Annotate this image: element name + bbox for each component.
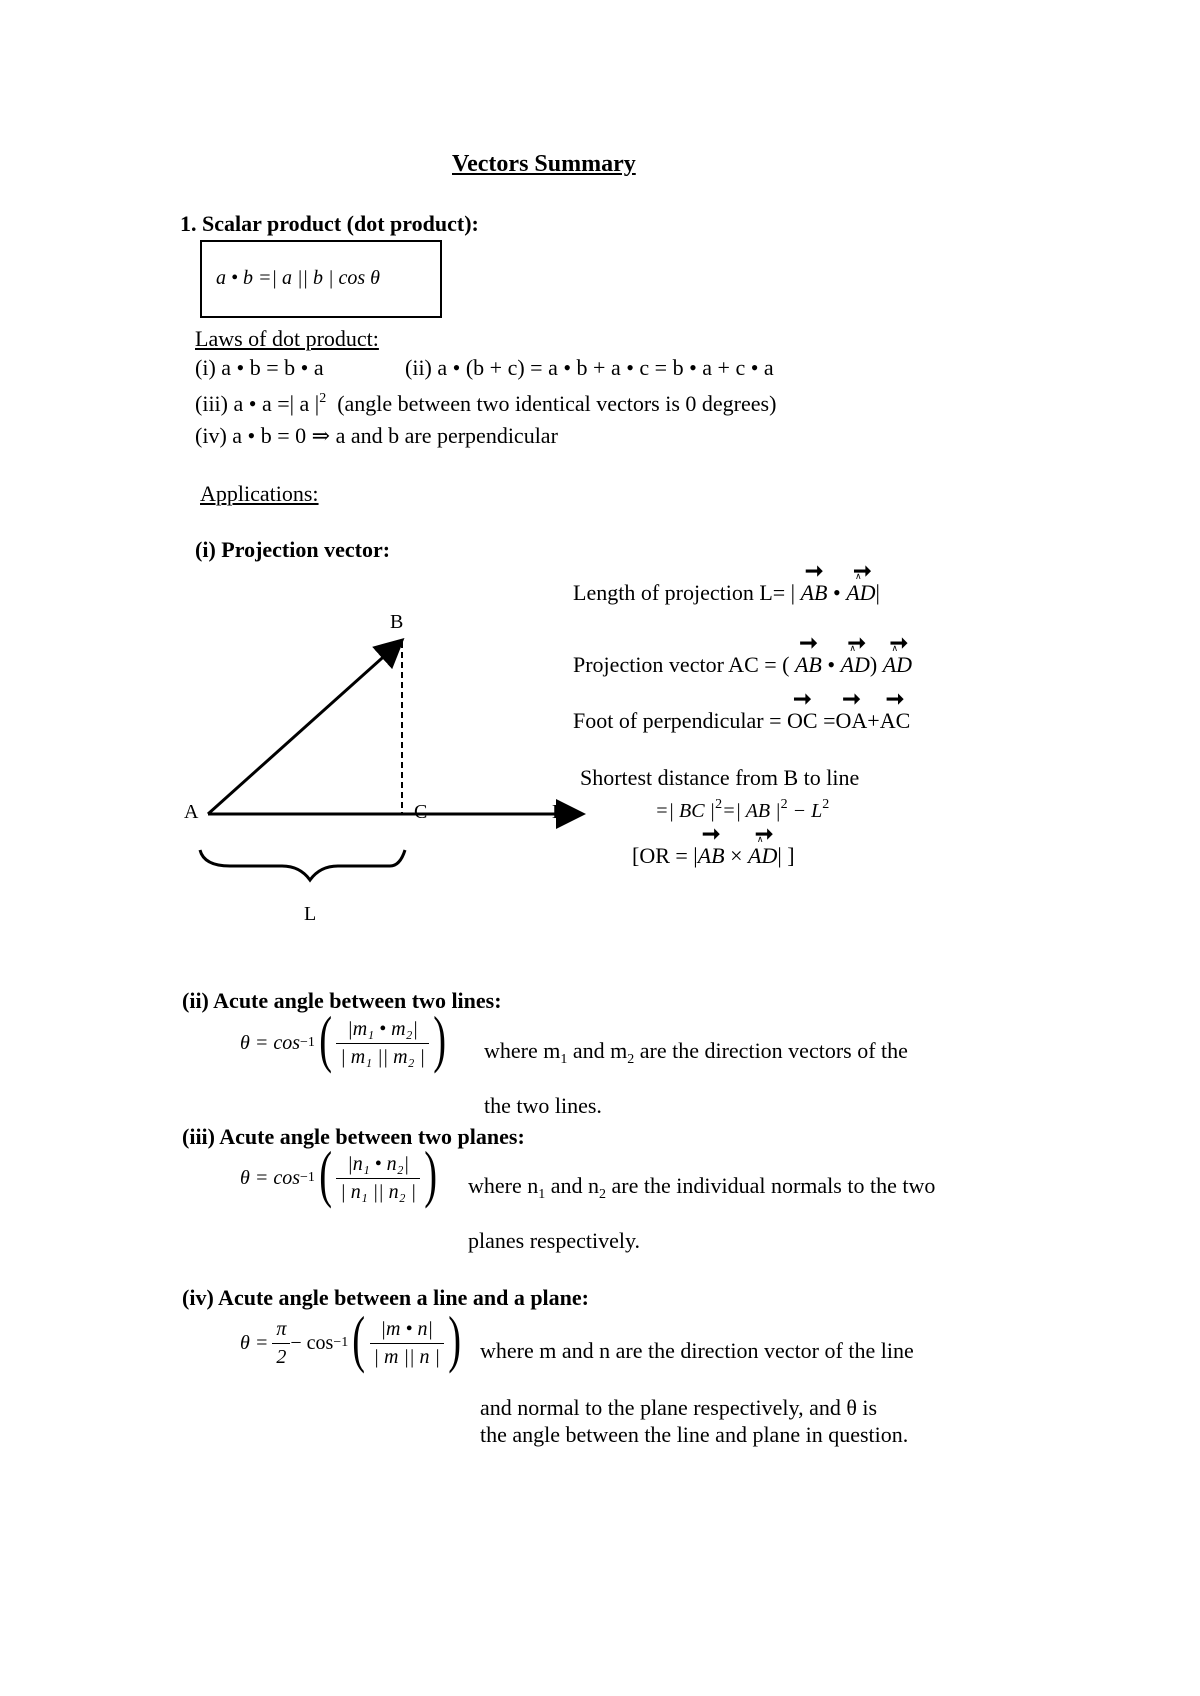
applications-heading: Applications: xyxy=(200,481,319,506)
page-title: Vectors Summary xyxy=(452,151,636,177)
fraction-numerator: |m₁ • m₂| xyxy=(336,1018,429,1044)
shortest-distance-label: Shortest distance from B to line xyxy=(580,765,860,790)
laws-heading: Laws of dot product: xyxy=(195,326,379,351)
or-tail: | ] xyxy=(777,843,795,868)
lineplane-formula: θ = $\frac{\pi}{2}$ − cos −1 ( $\frac{|m • n|}{| m || n |}$ ) xyxy=(240,1303,462,1374)
lines-fraction xyxy=(336,1018,429,1069)
lines-lhs: θ = cos xyxy=(240,1031,300,1054)
dot-symbol: • xyxy=(827,652,836,677)
projvec-lead: Projection vector AC = ( xyxy=(573,652,790,677)
boxed-formula: a • b =| a || b | cos θ xyxy=(216,267,380,289)
lines-description xyxy=(484,1040,908,1067)
curly-brace xyxy=(200,850,405,880)
fraction-numerator: |m • n| xyxy=(370,1318,444,1344)
lines-formula: θ = cos −1 ( $\frac{\text{|m₁ • m₂|}}{\text{| m₁ || m₂ |}}$ ) xyxy=(240,1003,447,1074)
lines-heading: (ii) Acute angle between two lines: xyxy=(182,988,502,1013)
lines-and: and m xyxy=(567,1038,628,1063)
label-l: L xyxy=(304,903,317,925)
length-lead: Length of projection L= | xyxy=(573,580,796,605)
vector-oa: ➞ OA xyxy=(836,710,868,732)
vector-ab: ➞ AB xyxy=(801,582,828,604)
projvec-close: ) xyxy=(869,652,878,677)
inverse-superscript: −1 xyxy=(333,1335,349,1350)
planes-lhs: θ = cos xyxy=(240,1166,300,1189)
vector-ac: ➞ AC xyxy=(880,710,911,732)
or-lead: [OR = | xyxy=(632,843,698,868)
inverse-superscript: −1 xyxy=(299,1035,315,1050)
planes-where: where n xyxy=(468,1173,539,1198)
planes-heading: (iii) Acute angle between two planes: xyxy=(182,1124,525,1149)
subscript-1: 1 xyxy=(538,1187,546,1202)
lines-description-cont: the two lines. xyxy=(484,1093,602,1118)
lineplane-heading: (iv) Acute angle between a line and a plane: xyxy=(182,1285,589,1310)
unit-vector-ad: ➞ AD ∧ xyxy=(883,654,912,676)
lineplane-description: where m and n are the direction vector of the line xyxy=(480,1338,914,1363)
law-ii: (ii) a • (b + c) = a • b + a • c = b • a + c • a xyxy=(405,355,774,380)
vector-ab-line xyxy=(208,642,400,814)
foot-plus: + xyxy=(867,708,880,733)
length-tail: | xyxy=(875,580,880,605)
law-i: (i) a • b = b • a xyxy=(195,355,324,380)
l-squared: 2 xyxy=(822,797,830,812)
ab-squared: 2 xyxy=(780,797,788,812)
unit-vector-ad: ➞ AD ∧ xyxy=(841,654,870,676)
lineplane-description-cont1: and normal to the plane respectively, and θ is xyxy=(480,1395,878,1420)
projection-heading: (i) Projection vector: xyxy=(195,537,391,562)
lineplane-description-cont2: the angle between the line and plane in question. xyxy=(480,1422,909,1447)
vector-ab: ➞ AB xyxy=(698,845,725,867)
cross-symbol: × xyxy=(724,843,749,868)
law-iii-note: (angle between two identical vectors is 0 degrees) xyxy=(337,391,777,416)
label-c: C xyxy=(414,801,428,823)
planes-and: and n xyxy=(545,1173,600,1198)
l-term: − L xyxy=(787,800,823,822)
unit-vector-ad: ➞ AD ∧ xyxy=(846,582,875,604)
fraction-denominator: | m₁ || m₂ | xyxy=(340,1045,425,1068)
lines-where: where m xyxy=(484,1038,561,1063)
foot-lead: Foot of perpendicular = xyxy=(573,708,788,733)
inverse-superscript: −1 xyxy=(299,1170,315,1185)
ab-term: =| AB | xyxy=(722,800,781,822)
label-b: B xyxy=(390,611,404,633)
minus-cos: − cos xyxy=(290,1331,334,1354)
planes-formula: θ = cos −1 ( $\frac{\text{|n₁ • n₂|}}{\text{| n₁ || n₂ |}}$ ) xyxy=(240,1138,438,1209)
planes-description xyxy=(468,1175,935,1202)
bc-term: =| BC | xyxy=(655,800,716,822)
unit-vector-ad: ➞ AD ∧ xyxy=(748,845,777,867)
label-a: A xyxy=(184,801,199,823)
planes-description-cont: planes respectively. xyxy=(468,1228,641,1253)
vector-ab: ➞ AB xyxy=(795,654,822,676)
section-heading-dot-product: 1. Scalar product (dot product): xyxy=(180,211,479,236)
law-iii-exponent: 2 xyxy=(319,391,327,406)
planes-fraction xyxy=(336,1153,420,1204)
vector-oc: ➞ OC xyxy=(787,710,818,732)
lines-where-tail: are the direction vectors of the xyxy=(634,1038,908,1063)
fraction-numerator: |n₁ • n₂| xyxy=(336,1153,420,1179)
pi-over-two xyxy=(272,1318,290,1369)
foot-eq: = xyxy=(817,708,836,733)
pi-numerator: π xyxy=(272,1318,290,1344)
label-d: D xyxy=(552,801,567,823)
law-iii-lead: (iii) a • a =| a | xyxy=(195,391,320,416)
lineplane-lhs: θ = xyxy=(240,1331,269,1354)
lineplane-fraction xyxy=(370,1318,444,1369)
dot-symbol: • xyxy=(832,580,841,605)
fraction-denominator: | n₁ || n₂ | xyxy=(340,1180,417,1203)
subscript-2: 2 xyxy=(627,1052,635,1067)
fraction-denominator: | m || n | xyxy=(373,1345,440,1368)
subscript-1: 1 xyxy=(560,1052,568,1067)
bc-squared: 2 xyxy=(715,797,723,812)
planes-where-tail: are the individual normals to the two xyxy=(606,1173,936,1198)
subscript-2: 2 xyxy=(599,1187,607,1202)
two-denominator: 2 xyxy=(276,1345,287,1368)
law-iv: (iv) a • b = 0 ⇒ a and b are perpendicular xyxy=(195,423,558,448)
